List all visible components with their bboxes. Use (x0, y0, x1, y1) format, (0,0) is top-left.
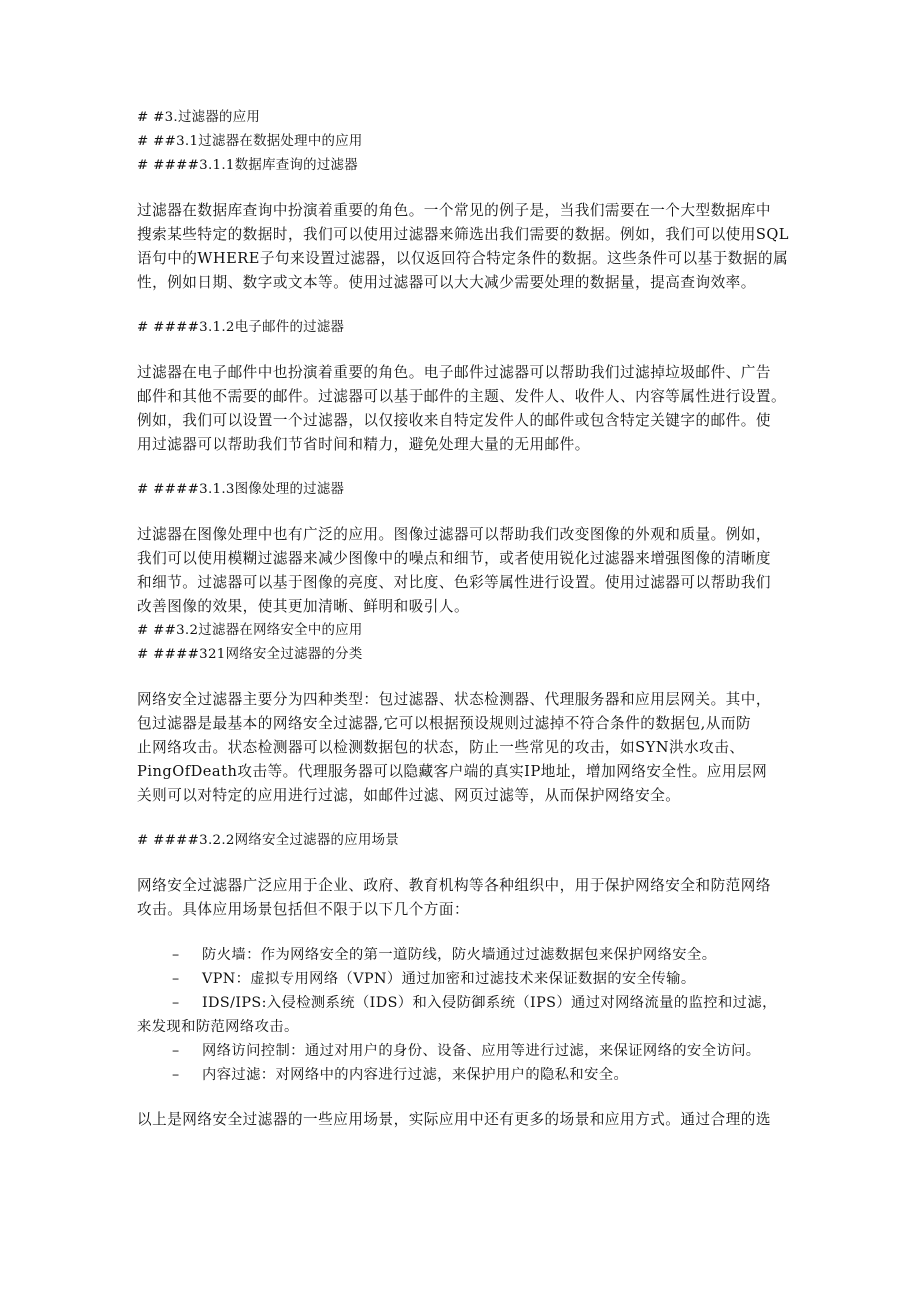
scenario-list (137, 943, 797, 1087)
paragraph-line: 过滤器在电子邮件中也扮演着重要的角色。电子邮件过滤器可以帮助我们过滤掉垃圾邮件、广告 (137, 364, 771, 381)
list-item (137, 1039, 797, 1063)
list-item (137, 943, 797, 967)
heading-3: # #3.过滤器的应用 (137, 110, 261, 125)
paragraph-line: 网络安全过滤器主要分为四种类型：包过滤器、状态检测器、代理服务器和应用层网关。其中， (137, 691, 771, 708)
heading-3-2-1: # ####321网络安全过滤器的分类 (137, 647, 363, 662)
paragraph-line: 改善图像的效果，使其更加清晰、鲜明和吸引人。 (137, 598, 470, 615)
paragraph-email-filter (137, 361, 797, 457)
list-item (137, 991, 797, 1015)
paragraph-line: 语句中的WHERE子句来设置过滤器，以仅返回符合特定条件的数据。这些条件可以基于数据的属 (137, 250, 789, 267)
list-dash: – (172, 995, 180, 1011)
paragraph-line: 过滤器在数据库查询中扮演着重要的角色。一个常见的例子是，当我们需要在一个大型数据库中 (137, 202, 771, 219)
paragraph-line: 关则可以对特定的应用进行过滤，如邮件过滤、网页过滤等，从而保护网络安全。 (137, 787, 681, 804)
paragraph-line: 过滤器在图像处理中也有广泛的应用。图像过滤器可以帮助我们改变图像的外观和质量。例如， (137, 526, 771, 543)
paragraph-line: 例如，我们可以设置一个过滤器，以仅接收来自特定发件人的邮件或包含特定关键字的邮件。使 (137, 412, 771, 429)
paragraph-line: 我们可以使用模糊过滤器来减少图像中的噪点和细节，或者使用锐化过滤器来增强图像的清晰度 (137, 550, 771, 567)
paragraph-line: 包过滤器是最基本的网络安全过滤器,它可以根据预设规则过滤掉不符合条件的数据包,从而防 (137, 715, 752, 732)
paragraph-security-filter-types (137, 688, 797, 808)
paragraph-line: 和细节。过滤器可以基于图像的亮度、对比度、色彩等属性进行设置。使用过滤器可以帮助我们 (137, 574, 771, 591)
heading-3-1-2: # ####3.1.2电子邮件的过滤器 (137, 320, 345, 335)
list-dash: – (172, 947, 180, 963)
document-page (137, 106, 797, 1132)
paragraph-line: 止网络攻击。状态检测器可以检测数据包的状态，防止一些常见的攻击，如SYN洪水攻击、 (137, 739, 745, 756)
paragraph-line: 网络安全过滤器广泛应用于企业、政府、教育机构等各种组织中，用于保护网络安全和防范网络 (137, 877, 771, 894)
list-item (137, 967, 797, 991)
list-item-text: 内容过滤：对网络中的内容进行过滤，来保护用户的隐私和安全。 (202, 1067, 629, 1083)
list-item-text: 防火墙：作为网络安全的第一道防线，防火墙通过过滤数据包来保护网络安全。 (202, 947, 717, 963)
list-item-text: VPN：虚拟专用网络（VPN）通过加密和过滤技术来保证数据的安全传输。 (202, 971, 696, 987)
heading-3-1-3: # ####3.1.3图像处理的过滤器 (137, 482, 345, 497)
list-dash: – (172, 1067, 180, 1083)
heading-3-1-1: # ####3.1.1数据库查询的过滤器 (137, 158, 358, 173)
paragraph-security-scenarios (137, 874, 797, 922)
list-item-continuation: 来发现和防范网络攻击。 (137, 1019, 299, 1035)
heading-3-2: # ##3.2过滤器在网络安全中的应用 (137, 623, 363, 638)
paragraph-line: 用过滤器可以帮助我们节省时间和精力，避免处理大量的无用邮件。 (137, 436, 590, 453)
list-item-text: IDS/IPS:入侵检测系统（IDS）和入侵防御系统（IPS）通过对网络流量的监控和过滤， (202, 995, 777, 1011)
list-item (137, 1063, 797, 1087)
paragraph-line: 性，例如日期、数字或文本等。使用过滤器可以大大减少需要处理的数据量，提高查询效率。 (137, 274, 756, 291)
heading-3-2-2: # ####3.2.2网络安全过滤器的应用场景 (137, 833, 400, 848)
list-dash: – (172, 971, 180, 987)
paragraph-line: 邮件和其他不需要的邮件。过滤器可以基于邮件的主题、发件人、收件人、内容等属性进行设置。 (137, 388, 787, 405)
list-item-text: 网络访问控制：通过对用户的身份、设备、应用等进行过滤，来保证网络的安全访问。 (202, 1043, 761, 1059)
paragraph-line: 搜索某些特定的数据时，我们可以使用过滤器来筛选出我们需要的数据。例如，我们可以使用SQL (137, 226, 790, 243)
paragraph-line: 以上是网络安全过滤器的一些应用场景，实际应用中还有更多的场景和应用方式。通过合理的选 (137, 1111, 771, 1128)
paragraph-line: 攻击。具体应用场景包括但不限于以下几个方面： (137, 901, 470, 918)
paragraph-conclusion (137, 1108, 797, 1132)
list-dash: – (172, 1043, 180, 1059)
paragraph-image-filter (137, 523, 797, 619)
paragraph-line: PingOfDeath攻击等。代理服务器可以隐藏客户端的真实IP地址，增加网络安全性。应用层网 (137, 763, 768, 780)
heading-3-1: # ##3.1过滤器在数据处理中的应用 (137, 134, 363, 149)
paragraph-database-filter (137, 199, 797, 295)
